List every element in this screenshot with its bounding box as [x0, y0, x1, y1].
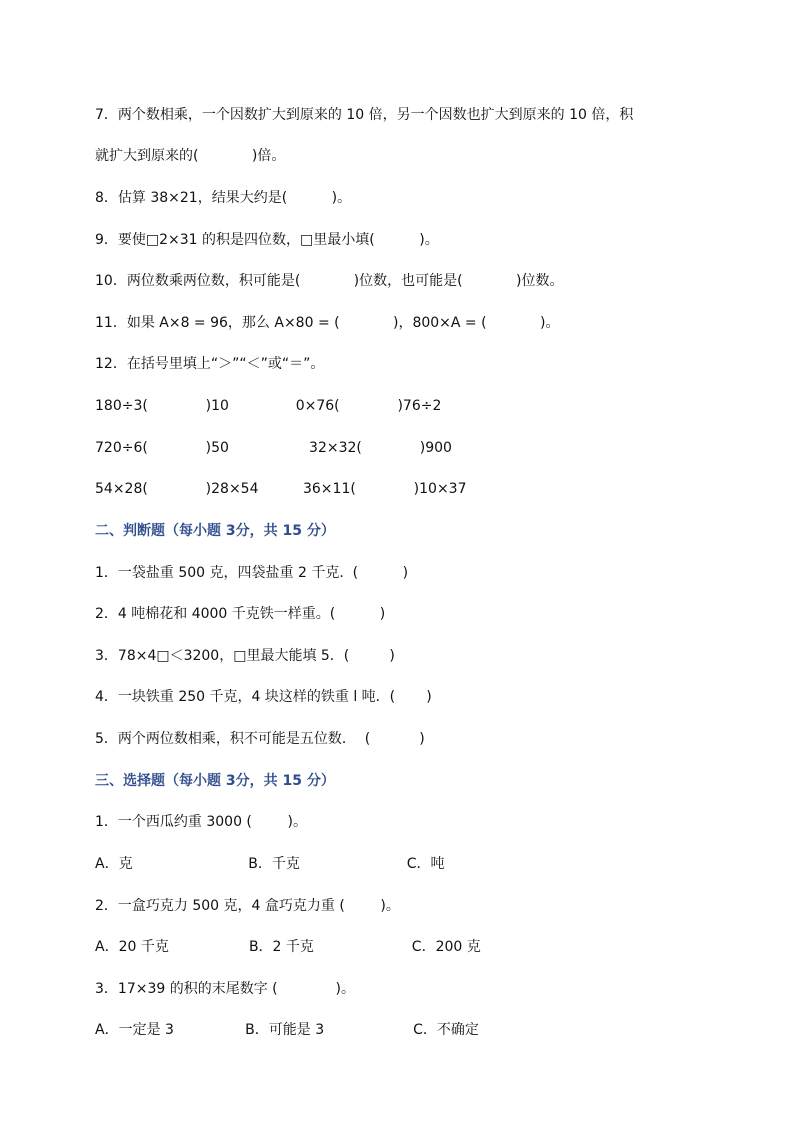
question-10: 10．两位数乘两位数，积可能是( )位数，也可能是( )位数。: [95, 273, 564, 289]
question-9: 9．要使□2×31 的积是四位数，□里最小填( )。: [95, 232, 439, 248]
section-choice-heading: 三、选择题（每小题 3分，共 15 分）: [95, 773, 335, 789]
question-12: 12．在括号里填上“＞”“＜”或“＝”。: [95, 356, 325, 372]
compare-row-1: 180÷3( )10 0×76( )76÷2: [95, 398, 442, 414]
choice-2-question: 2．一盒巧克力 500 克，4 盒巧克力重 ( )。: [95, 898, 400, 914]
question-7-line2: 就扩大到原来的( )倍。: [95, 148, 286, 164]
question-7-line1: 7．两个数相乘，一个因数扩大到原来的 10 倍，另一个因数也扩大到原来的 10 倍，积: [95, 107, 634, 123]
compare-row-2: 720÷6( )50 32×32( )900: [95, 440, 452, 456]
choice-1-options: A．克 B．千克 C．吨: [95, 856, 445, 872]
choice-3-question: 3．17×39 的积的末尾数字 ( )。: [95, 981, 355, 997]
choice-3-options: A．一定是 3 B．可能是 3 C．不确定: [95, 1022, 479, 1038]
question-8: 8．估算 38×21，结果大约是( )。: [95, 190, 352, 206]
choice-2-options: A．20 千克 B．2 千克 C．200 克: [95, 939, 481, 955]
judgement-3: 3．78×4□＜3200，□里最大能填 5．( ): [95, 648, 395, 664]
choice-1-question: 1．一个西瓜约重 3000 ( )。: [95, 814, 307, 830]
judgement-1: 1．一袋盐重 500 克，四袋盐重 2 千克. ( ): [95, 565, 409, 581]
section-judgement-heading: 二、判断题（每小题 3分，共 15 分）: [95, 523, 335, 539]
compare-row-3: 54×28( )28×54 36×11( )10×37: [95, 481, 467, 497]
judgement-4: 4．一块铁重 250 千克，4 块这样的铁重 l 吨．( ): [95, 689, 432, 705]
judgement-2: 2．4 吨棉花和 4000 千克铁一样重。( ): [95, 606, 386, 622]
question-11: 11．如果 A×8 = 96，那么 A×80 = ( )，800×A = ( )。: [95, 315, 560, 331]
judgement-5: 5．两个两位数相乘，积不可能是五位数． ( ): [95, 731, 425, 747]
